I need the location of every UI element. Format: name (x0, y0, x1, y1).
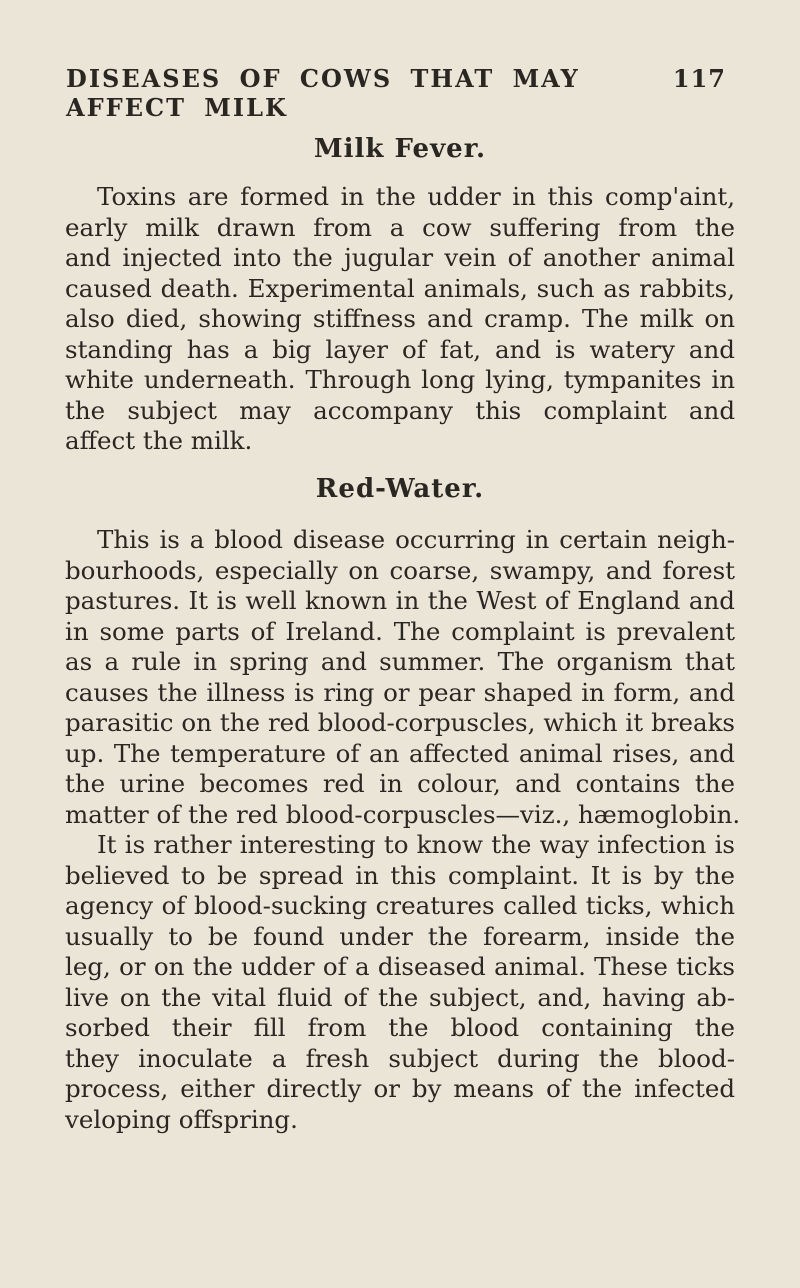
page-number: 117 (672, 64, 726, 93)
text-line: up. The temperature of an affected animal rises, and (65, 738, 735, 768)
text-line: standing has a big layer of fat, and is watery and (65, 334, 735, 364)
text-line: also died, showing stiffness and cramp. The milk on (65, 304, 735, 333)
text-line: It is rather interesting to know the way infection is (97, 830, 735, 859)
text-line: agency of blood-sucking creatures called ticks, which (65, 891, 735, 920)
paragraph-red-water-2 (65, 830, 735, 1135)
text-line: the urine becomes red in colour, and contains the (65, 769, 735, 798)
section-heading-milk-fever: Milk Fever. (313, 134, 487, 164)
text-line: causes the illness is ring or pear shaped in form, and (65, 677, 735, 707)
text-line: live on the vital fluid of the subject, and, having ab- (65, 982, 735, 1012)
text-line: believed to be spread in this complaint. It is by the (65, 860, 735, 890)
running-head-title: DISEASES OF COWS THAT MAY AFFECT MILK (66, 64, 580, 122)
text-line: bourhoods, especially on coarse, swampy, and forest (65, 555, 735, 585)
text-line: process, either directly or by means of the infected (65, 1074, 735, 1103)
text-line: and injected into the jugular vein of another animal (65, 243, 735, 272)
text-line: affect the milk. (65, 426, 253, 455)
text-line: caused death. Experimental animals, such as rabbits, (65, 273, 735, 303)
text-line: the subject may accompany this complaint and (65, 395, 735, 425)
text-line: leg, or on the udder of a diseased animal. These ticks (65, 952, 735, 981)
running-head (66, 64, 726, 122)
paragraph-red-water-1 (65, 525, 741, 830)
text-line: they inoculate a fresh subject during the blood- (65, 1043, 735, 1073)
text-line: in some parts of Ireland. The complaint is prevalent (65, 616, 735, 646)
text-line: early milk drawn from a cow suffering from the (65, 212, 735, 242)
text-line: sorbed their fill from the blood containing the (65, 1013, 735, 1042)
text-line: This is a blood disease occurring in certain neigh- (97, 525, 735, 554)
text-line: parasitic on the red blood-corpuscles, which it breaks (65, 708, 735, 737)
text-line: as a rule in spring and summer. The organism that (65, 647, 735, 676)
text-line: veloping offspring. (65, 1104, 298, 1134)
section-heading-red-water: Red-Water. (315, 474, 485, 504)
text-line: Toxins are formed in the udder in this comp'aint, (97, 182, 735, 211)
text-line: matter of the red blood-corpuscles—viz., hæmoglobin. (65, 799, 741, 829)
text-line: white underneath. Through long lying, tympanites in (65, 365, 735, 394)
text-line: pastures. It is well known in the West of England and (65, 586, 735, 615)
text-line: usually to be found under the forearm, inside the (65, 921, 735, 951)
paragraph-milk-fever (65, 182, 735, 457)
